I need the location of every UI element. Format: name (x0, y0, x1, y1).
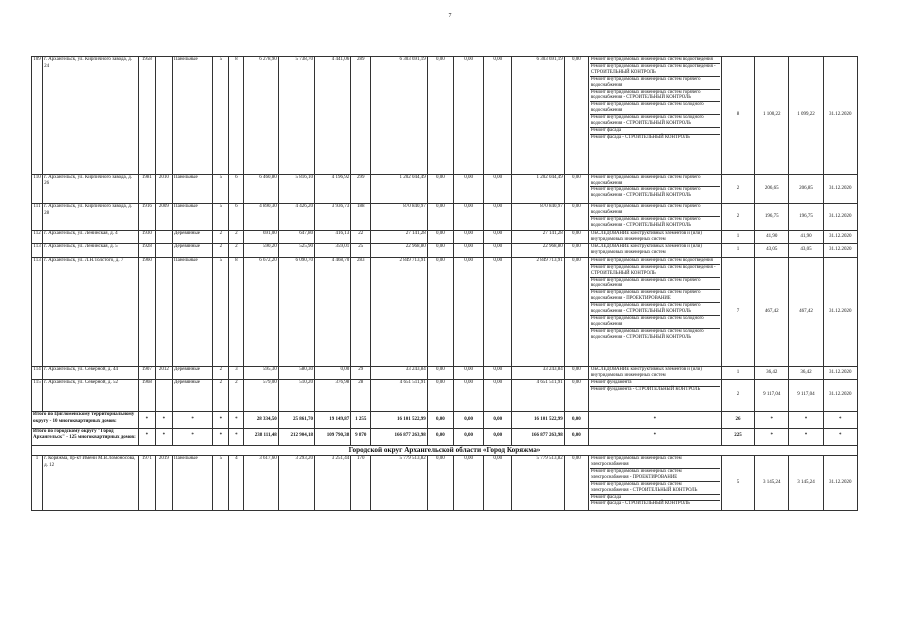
owners-funds-cell: 2 849 713,91 (512, 257, 564, 366)
work-type-item: Ремонт внутридомовых инженерных систем электроснабжения (590, 456, 720, 469)
premises-area-cell: 525,90 (278, 244, 314, 257)
totals-fund: 0,00 (427, 411, 453, 428)
section-header-row (32, 445, 858, 456)
totals-other: 0,00 (564, 411, 588, 428)
table-row (32, 456, 858, 511)
residents-cell: 188 (351, 204, 371, 231)
totals-residential-area: 19 149,87 (314, 411, 350, 428)
residents-cell: 299 (351, 174, 371, 203)
regional-budget-cell: 0,00 (453, 456, 483, 511)
premises-area-cell: 5 816,10 (278, 174, 314, 203)
totals-row (32, 411, 858, 428)
floors-cell: 2 (213, 367, 229, 380)
totals-star: * (755, 411, 789, 428)
fund-cost-cell: 0,00 (427, 57, 453, 175)
build-year-cell: 1916 (138, 204, 155, 231)
work-type-item: Ремонт внутридомовых инженерных систем горячего водоснабжения - СТРОИТЕЛЬНЫЙ КОНТРОЛЬ (590, 216, 701, 228)
address-cell: г. Архангельск, ул. Кирпичного завода, д. 24 (43, 57, 139, 175)
work-types-cell (588, 204, 721, 231)
total-cost-cell: 5 779 513,82 (371, 456, 427, 511)
totals-star: * (229, 411, 244, 428)
limit-cost-cell: 36,42 (789, 367, 823, 380)
work-types-cell (588, 257, 721, 366)
premises-area-cell: 6 090,70 (278, 257, 314, 366)
renovation-year-cell (155, 380, 172, 412)
row-number: 111 (32, 204, 43, 231)
floors-cell: 2 (213, 380, 229, 412)
totals-star: * (213, 428, 229, 445)
unit-cost-cell: 41,90 (755, 230, 789, 243)
premises-area-cell: 3 293,20 (278, 456, 314, 511)
work-type-item: Ремонт внутридомовых инженерных систем горячего водоснабжения - ПРОЕКТИРОВАНИЕ (590, 290, 720, 303)
premises-area-cell: 4 426,20 (278, 204, 314, 231)
total-area-cell: 4 890,30 (244, 204, 278, 231)
work-type-item: ОБСЛЕДОВАНИЕ конструктивных элементов и (или) внутридомовых инженерных систем (590, 244, 702, 256)
build-year-cell: 1960 (138, 257, 155, 366)
work-types-cell (588, 380, 721, 412)
totals-residential-area: 109 790,38 (314, 428, 350, 445)
total-cost-cell: 6 303 691,19 (371, 57, 427, 175)
residents-cell: 29 (351, 367, 371, 380)
work-types-cell (588, 174, 721, 203)
build-year-cell: 1958 (138, 57, 155, 175)
totals-star: * (823, 428, 857, 445)
completion-date-cell: 31.12.2020 (823, 174, 857, 203)
totals-star: * (172, 428, 212, 445)
work-count-cell: 8 (721, 57, 754, 175)
limit-cost-cell: 1 099,22 (789, 57, 823, 175)
residential-area-cell: 416,13 (314, 230, 350, 243)
regional-budget-cell: 0,00 (453, 174, 483, 203)
wall-material-cell: Панельные (172, 174, 212, 203)
fund-cost-cell: 0,00 (427, 174, 453, 203)
work-count-cell: 5 (721, 456, 754, 511)
wall-material-cell: Деревянные (172, 367, 212, 380)
completion-date-cell: 31.12.2020 (823, 367, 857, 380)
totals-local: 0,00 (484, 428, 512, 445)
totals-work-count: 225 (721, 428, 754, 445)
residential-area-cell: 376,98 (314, 380, 350, 412)
table-row (32, 174, 858, 203)
build-year-cell: 1928 (138, 244, 155, 257)
totals-total-area: 28 334,50 (244, 411, 278, 428)
table-row (32, 380, 858, 412)
residential-area-cell: 3 251,44 (314, 456, 350, 511)
totals-star: * (588, 411, 721, 428)
work-types-cell (588, 456, 721, 511)
work-types-cell (588, 57, 721, 175)
total-cost-cell: 33 243,84 (371, 367, 427, 380)
work-type-item: Ремонт внутридомовых инженерных систем холодного водоснабжения (590, 102, 720, 115)
local-budget-cell: 0,00 (484, 57, 512, 175)
entrances-cell: 6 (229, 174, 244, 203)
limit-cost-cell: 43,05 (789, 244, 823, 257)
fund-cost-cell: 0,00 (427, 257, 453, 366)
unit-cost-cell: 1 100,22 (755, 57, 789, 175)
table-row (32, 204, 858, 231)
table-row (32, 367, 858, 380)
work-count-cell: 2 (721, 174, 754, 203)
total-area-cell: 6 460,80 (244, 174, 278, 203)
table-row (32, 257, 858, 366)
totals-other: 0,00 (564, 428, 588, 445)
floors-cell: 5 (213, 204, 229, 231)
other-funds-cell: 0,00 (564, 244, 588, 257)
residential-area-cell: 359,01 (314, 244, 350, 257)
section-title: Городской округ Архангельской области «Город Коряжма» (32, 445, 858, 456)
work-type-item: Ремонт внутридомовых инженерных систем водоотведения (590, 57, 720, 64)
wall-material-cell: Деревянные (172, 380, 212, 412)
local-budget-cell: 0,00 (484, 456, 512, 511)
renovation-year-cell (155, 230, 172, 243)
totals-cost: 166 877 263,98 (371, 428, 427, 445)
work-types-cell (588, 230, 721, 243)
completion-date-cell: 31.12.2020 (823, 456, 857, 511)
totals-row (32, 428, 858, 445)
total-area-cell: 595,30 (244, 367, 278, 380)
limit-cost-cell: 196,75 (789, 204, 823, 231)
residents-cell: 170 (351, 456, 371, 511)
residential-area-cell: 4 441,06 (314, 57, 350, 175)
other-funds-cell: 0,00 (564, 57, 588, 175)
entrances-cell: 4 (229, 456, 244, 511)
work-type-item: ОБСЛЕДОВАНИЕ конструктивных элементов и (или) внутридомовых инженерных систем (590, 367, 702, 378)
totals-star: * (755, 428, 789, 445)
address-cell: г. Архангельск, ул. Северной, д. 44 (43, 367, 139, 380)
renovation-year-cell (155, 257, 172, 366)
totals-total-area: 238 111,48 (244, 428, 278, 445)
totals-regional: 0,00 (453, 411, 483, 428)
totals-star: * (789, 411, 823, 428)
table-row (32, 230, 858, 243)
totals-star: * (588, 428, 721, 445)
totals-star: * (155, 411, 172, 428)
work-count-cell: 1 (721, 244, 754, 257)
fund-cost-cell: 0,00 (427, 230, 453, 243)
work-type-item: Ремонт фасада (590, 128, 720, 135)
owners-funds-cell: 22 968,80 (512, 244, 564, 257)
residential-area-cell: 0,00 (314, 367, 350, 380)
floors-cell: 2 (213, 230, 229, 243)
entrances-cell: 8 (229, 257, 244, 366)
wall-material-cell: Деревянные (172, 244, 212, 257)
work-type-item: Ремонт внутридомовых инженерных систем водоотведения (590, 258, 720, 265)
work-type-item: Ремонт внутридомовых инженерных систем горячего водоснабжения - СТРОИТЕЛЬНЫЙ КОНТРОЛЬ (590, 303, 720, 316)
address-cell: г. Архангельск, ул. Ленинская, д. 4 (43, 230, 139, 243)
residents-cell: 25 (351, 244, 371, 257)
total-area-cell: 6 278,90 (244, 57, 278, 175)
entrances-cell: 8 (229, 57, 244, 175)
residents-cell: 283 (351, 257, 371, 366)
limit-cost-cell: 41,90 (789, 230, 823, 243)
fund-cost-cell: 0,00 (427, 244, 453, 257)
premises-area-cell: 510,20 (278, 380, 314, 412)
local-budget-cell: 0,00 (484, 174, 512, 203)
work-type-item: Ремонт внутридомовых инженерных систем электроснабжения - СТРОИТЕЛЬНЫЙ КОНТРОЛЬ (590, 482, 720, 495)
local-budget-cell: 0,00 (484, 367, 512, 380)
total-area-cell: 590,20 (244, 244, 278, 257)
totals-star: * (172, 411, 212, 428)
address-cell: г. Архангельск, ул. Кирпичного завода, д. 26 (43, 174, 139, 203)
residents-cell: 22 (351, 230, 371, 243)
work-type-item: Ремонт внутридомовых инженерных систем горячего водоснабжения (590, 278, 720, 291)
wall-material-cell: Панельные (172, 456, 212, 511)
limit-cost-cell: 9 117,04 (789, 380, 823, 412)
regional-budget-cell: 0,00 (453, 244, 483, 257)
totals-label: Итого по Цигломенскому территориальному округу - 10 многоквартирных домов: (32, 411, 139, 428)
entrances-cell: 2 (229, 380, 244, 412)
local-budget-cell: 0,00 (484, 257, 512, 366)
address-cell: г. Архангельск, ул. Ленинская, д. 5 (43, 244, 139, 257)
other-funds-cell: 0,00 (564, 367, 588, 380)
work-type-item: Ремонт фундамента - СТРОИТЕЛЬНЫЙ КОНТРОЛЬ (590, 387, 701, 393)
totals-star: * (229, 428, 244, 445)
work-type-item: ОБСЛЕДОВАНИЕ конструктивных элементов и (или) внутридомовых инженерных систем (590, 230, 702, 242)
build-year-cell: 1971 (138, 456, 155, 511)
work-type-item: Ремонт внутридомовых инженерных систем горячего водоснабжения - СТРОИТЕЛЬНЫЙ КОНТРОЛЬ (590, 90, 720, 103)
work-type-item: Ремонт внутридомовых инженерных систем горячего водоснабжения (590, 175, 720, 188)
entrances-cell: 6 (229, 204, 244, 231)
totals-premises-area: 212 904,18 (278, 428, 314, 445)
residential-area-cell: 4 196,92 (314, 174, 350, 203)
completion-date-cell: 31.12.2020 (823, 244, 857, 257)
entrances-cell: 3 (229, 367, 244, 380)
total-cost-cell: 870 840,97 (371, 204, 427, 231)
total-area-cell: 579,00 (244, 380, 278, 412)
regional-budget-cell: 0,00 (453, 230, 483, 243)
renovation-year-cell: 2009 (155, 204, 172, 231)
wall-material-cell: Панельные (172, 57, 212, 175)
owners-funds-cell: 5 779 513,82 (512, 456, 564, 511)
residents-cell: 28 (351, 380, 371, 412)
row-number: 109 (32, 57, 43, 175)
work-type-item: Ремонт внутридомовых инженерных систем горячего водоснабжения (590, 77, 720, 90)
page-number: 7 (448, 13, 452, 19)
renovation-year-cell: 2012 (155, 367, 172, 380)
other-funds-cell: 0,00 (564, 174, 588, 203)
work-type-item: Ремонт внутридомовых инженерных систем водоотведения - СТРОИТЕЛЬНЫЙ КОНТРОЛЬ (590, 265, 720, 278)
work-count-cell: 2 (721, 204, 754, 231)
row-number: 113 (32, 257, 43, 366)
totals-fund: 0,00 (427, 428, 453, 445)
totals-local: 0,00 (484, 411, 512, 428)
work-type-item: Ремонт фундамента (590, 380, 720, 387)
unit-cost-cell: 467,42 (755, 257, 789, 366)
other-funds-cell: 0,00 (564, 204, 588, 231)
local-budget-cell: 0,00 (484, 204, 512, 231)
unit-cost-cell: 3 145,24 (755, 456, 789, 511)
owners-funds-cell: 870 840,97 (512, 204, 564, 231)
completion-date-cell: 31.12.2020 (823, 230, 857, 243)
work-count-cell: 7 (721, 257, 754, 366)
other-funds-cell: 0,00 (564, 456, 588, 511)
local-budget-cell: 0,00 (484, 244, 512, 257)
work-count-cell: 1 (721, 367, 754, 380)
row-number: 115 (32, 380, 43, 412)
wall-material-cell: Панельные (172, 204, 212, 231)
regional-budget-cell: 0,00 (453, 204, 483, 231)
unit-cost-cell: 196,75 (755, 204, 789, 231)
totals-residents: 9 870 (351, 428, 371, 445)
residential-area-cell: 4 468,70 (314, 257, 350, 366)
renovation-year-cell (155, 57, 172, 175)
work-type-item: Ремонт внутридомовых инженерных систем горячего водоснабжения - СТРОИТЕЛЬНЫЙ КОНТРОЛЬ (590, 187, 701, 199)
work-type-item: Ремонт внутридомовых инженерных систем холодного водоснабжения (590, 316, 720, 329)
work-type-item: Ремонт фасада - СТРОИТЕЛЬНЫЙ КОНТРОЛЬ (590, 134, 690, 140)
floors-cell: 5 (213, 456, 229, 511)
entrances-cell: 2 (229, 230, 244, 243)
totals-regional: 0,00 (453, 428, 483, 445)
renovation-year-cell: 2010 (155, 174, 172, 203)
work-count-cell: 1 (721, 230, 754, 243)
wall-material-cell: Панельные (172, 257, 212, 366)
work-type-item: Ремонт внутридомовых инженерных систем холодного водоснабжения - СТРОИТЕЛЬНЫЙ КОНТРОЛЬ (590, 115, 720, 128)
completion-date-cell: 31.12.2020 (823, 57, 857, 175)
build-year-cell: 1930 (138, 230, 155, 243)
regional-budget-cell: 0,00 (453, 57, 483, 175)
limit-cost-cell: 206,85 (789, 174, 823, 203)
row-number: 113 (32, 244, 43, 257)
table-row (32, 57, 858, 175)
address-cell: г. Архангельск, ул. Северной, д. 52 (43, 380, 139, 412)
completion-date-cell: 31.12.2020 (823, 204, 857, 231)
totals-residents: 1 255 (351, 411, 371, 428)
work-type-item: Ремонт внутридомовых инженерных систем электроснабжения - ПРОЕКТИРОВАНИЕ (590, 469, 720, 482)
address-cell: г. Архангельск, ул. Л.Н.Толстого, д. 7 (43, 257, 139, 366)
completion-date-cell: 31.12.2020 (823, 380, 857, 412)
owners-funds-cell: 6 303 691,19 (512, 57, 564, 175)
register-table (31, 56, 858, 511)
work-type-item: Ремонт внутридомовых инженерных систем водоотведения - СТРОИТЕЛЬНЫЙ КОНТРОЛЬ (590, 64, 720, 77)
other-funds-cell: 0,00 (564, 380, 588, 412)
fund-cost-cell: 0,00 (427, 380, 453, 412)
owners-funds-cell: 27 141,28 (512, 230, 564, 243)
floors-cell: 2 (213, 244, 229, 257)
totals-label: Итого по городскому округу "Город Архангельск" - 125 многоквартирных домов: (32, 428, 139, 445)
owners-funds-cell: 33 243,84 (512, 367, 564, 380)
total-area-cell: 3 617,60 (244, 456, 278, 511)
work-type-item: Ремонт внутридомовых инженерных систем горячего водоснабжения (590, 204, 720, 217)
entrances-cell: 2 (229, 244, 244, 257)
renovation-year-cell: 2019 (155, 456, 172, 511)
owners-funds-cell: 4 651 511,91 (512, 380, 564, 412)
total-area-cell: 6 672,20 (244, 257, 278, 366)
totals-owners: 16 101 522,99 (512, 411, 564, 428)
totals-star: * (823, 411, 857, 428)
premises-area-cell: 647,80 (278, 230, 314, 243)
completion-date-cell: 31.12.2020 (823, 257, 857, 366)
build-year-cell: 1968 (138, 380, 155, 412)
unit-cost-cell: 9 117,04 (755, 380, 789, 412)
totals-star: * (213, 411, 229, 428)
row-number: 112 (32, 230, 43, 243)
total-cost-cell: 22 968,80 (371, 244, 427, 257)
other-funds-cell: 0,00 (564, 230, 588, 243)
regional-budget-cell: 0,00 (453, 367, 483, 380)
total-area-cell: 691,00 (244, 230, 278, 243)
local-budget-cell: 0,00 (484, 380, 512, 412)
regional-budget-cell: 0,00 (453, 257, 483, 366)
row-number: 1 (32, 456, 43, 511)
totals-star: * (789, 428, 823, 445)
unit-cost-cell: 36,42 (755, 367, 789, 380)
unit-cost-cell: 206,65 (755, 174, 789, 203)
fund-cost-cell: 0,00 (427, 204, 453, 231)
limit-cost-cell: 3 145,24 (789, 456, 823, 511)
fund-cost-cell: 0,00 (427, 367, 453, 380)
floors-cell: 5 (213, 257, 229, 366)
work-types-cell (588, 367, 721, 380)
unit-cost-cell: 43,05 (755, 244, 789, 257)
row-number: 114 (32, 367, 43, 380)
residential-area-cell: 3 936,73 (314, 204, 350, 231)
totals-star: * (155, 428, 172, 445)
totals-cost: 16 101 522,99 (371, 411, 427, 428)
floors-cell: 5 (213, 174, 229, 203)
row-number: 110 (32, 174, 43, 203)
limit-cost-cell: 467,42 (789, 257, 823, 366)
work-count-cell: 2 (721, 380, 754, 412)
totals-premises-area: 25 861,70 (278, 411, 314, 428)
total-cost-cell: 27 141,28 (371, 230, 427, 243)
address-cell: г. Архангельск, ул. Кирпичного завода, д. 28 (43, 204, 139, 231)
total-cost-cell: 4 651 511,91 (371, 380, 427, 412)
totals-work-count: 26 (721, 411, 754, 428)
total-cost-cell: 2 849 713,91 (371, 257, 427, 366)
totals-star: * (138, 411, 155, 428)
build-year-cell: 1981 (138, 174, 155, 203)
renovation-year-cell (155, 244, 172, 257)
owners-funds-cell: 1 202 044,49 (512, 174, 564, 203)
premises-area-cell: 5 738,70 (278, 57, 314, 175)
work-type-item: Ремонт фасада - СТРОИТЕЛЬНЫЙ КОНТРОЛЬ (590, 501, 690, 507)
work-type-item: Ремонт фасада (590, 495, 720, 502)
totals-star: * (138, 428, 155, 445)
fund-cost-cell: 0,00 (427, 456, 453, 511)
residents-cell: 289 (351, 57, 371, 175)
other-funds-cell: 0,00 (564, 257, 588, 366)
regional-budget-cell: 0,00 (453, 380, 483, 412)
wall-material-cell: Деревянные (172, 230, 212, 243)
table-row (32, 244, 858, 257)
address-cell: г. Коряжма, пр-кт Имени М.В.Ломоносова, д. 12 (43, 456, 139, 511)
totals-owners: 166 877 263,98 (512, 428, 564, 445)
work-type-item: Ремонт внутридомовых инженерных систем холодного водоснабжения - СТРОИТЕЛЬНЫЙ КОНТРОЛЬ (590, 328, 704, 340)
build-year-cell: 1907 (138, 367, 155, 380)
floors-cell: 5 (213, 57, 229, 175)
premises-area-cell: 580,30 (278, 367, 314, 380)
total-cost-cell: 1 202 044,49 (371, 174, 427, 203)
work-types-cell (588, 244, 721, 257)
local-budget-cell: 0,00 (484, 230, 512, 243)
